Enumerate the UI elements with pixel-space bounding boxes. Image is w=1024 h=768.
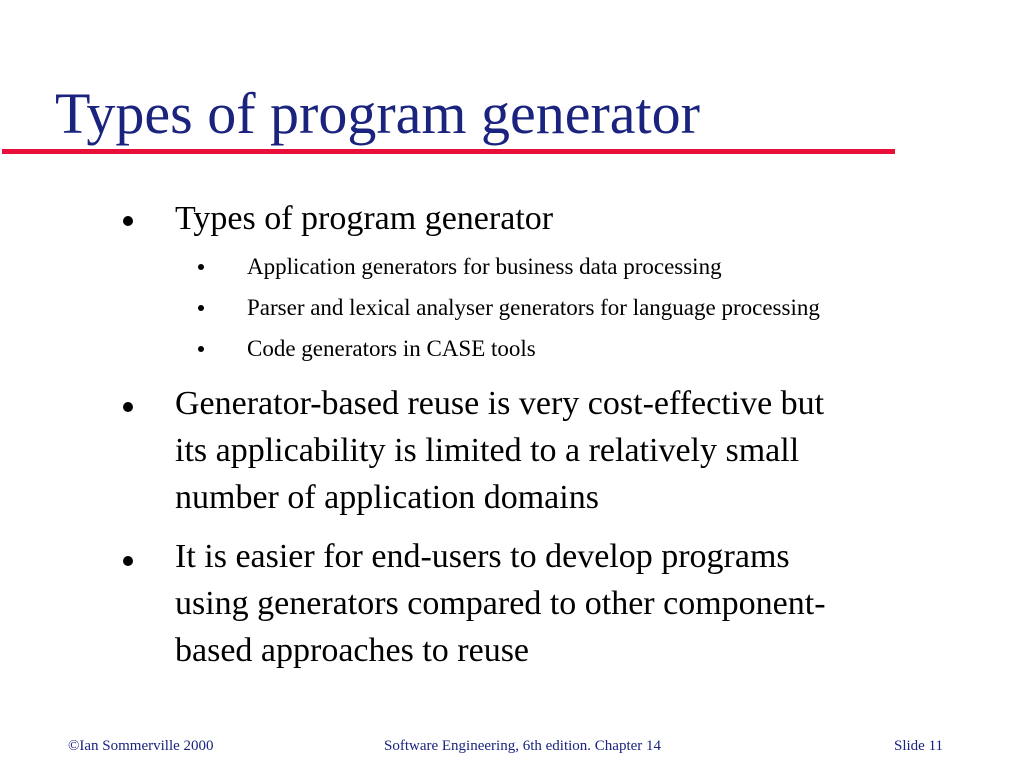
- bullet-icon: [123, 216, 133, 226]
- sub-bullet-icon: [198, 305, 204, 311]
- slide-title: Types of program generator: [55, 81, 700, 146]
- footer-copyright: ©Ian Sommerville 2000: [68, 738, 214, 754]
- bullet-text-line: its applicability is limited to a relatively small: [175, 432, 800, 469]
- sub-bullet-text: Code generators in CASE tools: [247, 336, 536, 361]
- bullet-text-line: based approaches to reuse: [175, 632, 530, 669]
- footer-book-title: Software Engineering, 6th edition. Chapter 14: [384, 738, 662, 754]
- sub-bullet-text: Parser and lexical analyser generators for language processing: [247, 295, 820, 320]
- sub-bullet-icon: [198, 346, 204, 352]
- sub-bullet-icon: [198, 264, 204, 270]
- bullet-text-line: It is easier for end-users to develop programs: [175, 538, 790, 575]
- bullet-text-line: number of application domains: [175, 479, 599, 516]
- bullet-icon: [123, 556, 133, 566]
- bullet-icon: [123, 402, 133, 412]
- bullet-text: Types of program generator: [175, 200, 554, 237]
- footer-slide-number: Slide 11: [894, 738, 944, 754]
- bullet-text-line: Generator-based reuse is very cost-effective but: [175, 385, 825, 422]
- sub-bullet-text: Application generators for business data processing: [247, 254, 722, 279]
- bullet-text-line: using generators compared to other component-: [175, 585, 826, 622]
